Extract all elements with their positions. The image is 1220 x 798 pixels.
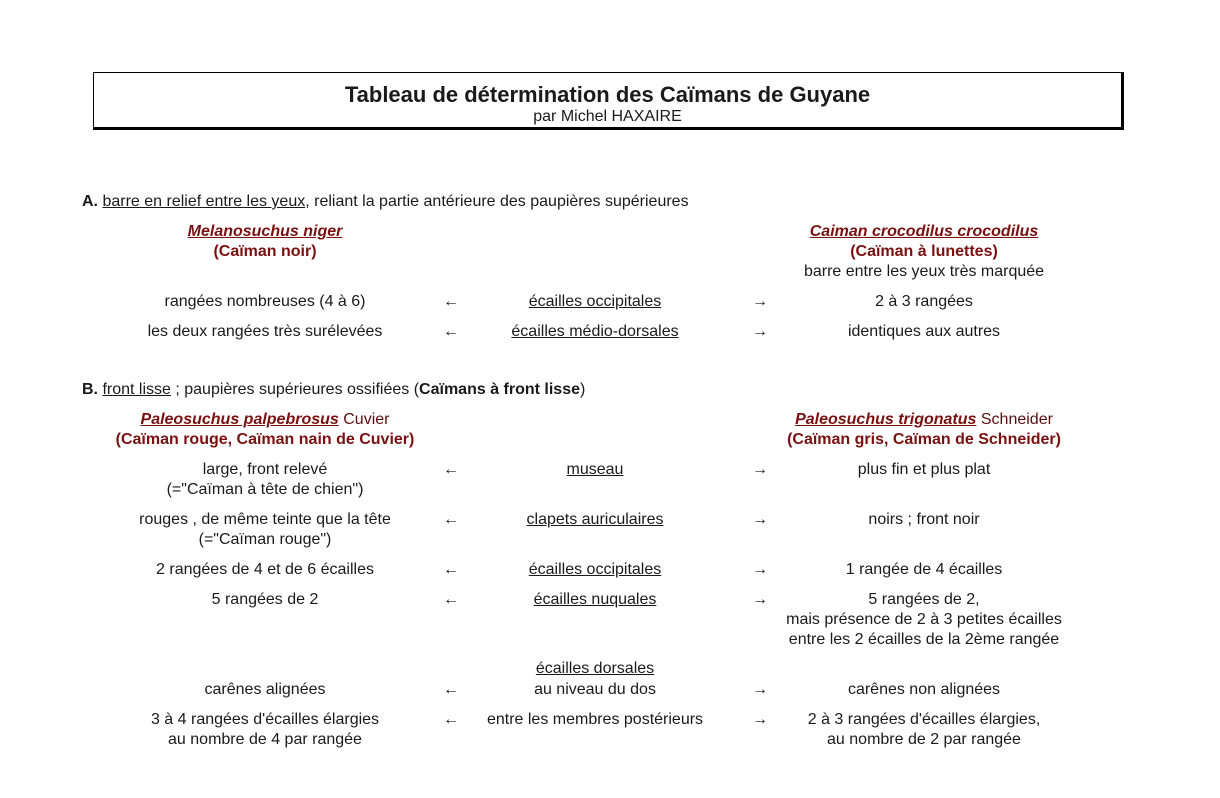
- arrow-right-icon: →: [752, 561, 768, 578]
- a-row2-mid: écailles médio-dorsales: [511, 323, 679, 340]
- dorsal-row2-right: 2 à 3 rangées d'écailles élargies, au nombre de 2 par rangée: [807, 711, 1041, 748]
- b-row3-left: 2 rangées de 4 et de 6 écailles: [156, 561, 374, 578]
- arrow-left-icon: ←: [443, 461, 459, 478]
- section-b-bold: Caïmans à front lisse: [419, 381, 580, 398]
- title-box: [93, 72, 1124, 130]
- species-a-left-name: Melanosuchus niger: [187, 223, 343, 240]
- species-a-right-common: (Caïman à lunettes): [850, 243, 998, 260]
- b-row1-left: large, front relevé (="Caïman à tête de chien"): [166, 461, 364, 498]
- dorsal-heading: écailles dorsales: [535, 660, 655, 677]
- dorsal-row2-left: 3 à 4 rangées d'écailles élargies au nombre de 4 par rangée: [150, 711, 380, 748]
- section-b-letter: B.: [82, 381, 98, 398]
- section-b-rest-post: ): [580, 381, 586, 398]
- b-row2-mid: clapets auriculaires: [526, 511, 664, 528]
- b-row3-right: 1 rangée de 4 écailles: [845, 561, 1003, 578]
- section-a-heading: [82, 192, 689, 212]
- arrow-left-icon: ←: [443, 323, 459, 340]
- b-row4-left: 5 rangées de 2: [211, 591, 319, 608]
- page-title: Tableau de détermination des Caïmans de Guyane: [344, 82, 871, 107]
- a-row2-right: identiques aux autres: [847, 323, 1001, 340]
- arrow-left-icon: ←: [443, 681, 459, 698]
- b-row4-right: 5 rangées de 2, mais présence de 2 à 3 petites écailles entre les 2 écailles de la 2ème rangée: [786, 591, 1062, 648]
- arrow-left-icon: ←: [443, 511, 459, 528]
- species-b-right-name: Paleosuchus trigonatus Schneider: [795, 411, 1053, 428]
- section-a-key: barre en relief entre les yeux: [102, 193, 306, 210]
- b-row4-mid: écailles nuquales: [533, 591, 657, 608]
- b-row2-right: noirs ; front noir: [868, 511, 980, 528]
- arrow-left-icon: ←: [443, 711, 459, 728]
- b-row2-left: rouges , de même teinte que la tête (="Caïman rouge"): [139, 511, 391, 548]
- arrow-left-icon: ←: [443, 561, 459, 578]
- b-row1-mid: museau: [566, 461, 624, 478]
- species-b-left-name: Paleosuchus palpebrosus Cuvier: [140, 411, 390, 428]
- arrow-right-icon: →: [752, 293, 768, 310]
- page-author: par Michel HAXAIRE: [533, 108, 682, 125]
- dorsal-row1-mid: au niveau du dos: [534, 681, 656, 698]
- species-a-right-note: barre entre les yeux très marquée: [803, 263, 1045, 280]
- section-a-letter: A.: [82, 193, 98, 210]
- arrow-right-icon: →: [752, 591, 768, 608]
- a-row2-left: les deux rangées très surélevées: [147, 323, 383, 340]
- arrow-right-icon: →: [752, 511, 768, 528]
- arrow-left-icon: ←: [443, 591, 459, 608]
- a-row1-mid: écailles occipitales: [528, 293, 662, 310]
- a-row1-right: 2 à 3 rangées: [875, 293, 973, 310]
- dorsal-row1-right: carênes non alignées: [847, 681, 1001, 698]
- arrow-left-icon: ←: [443, 293, 459, 310]
- arrow-right-icon: →: [752, 323, 768, 340]
- dorsal-row2-mid: entre les membres postérieurs: [486, 711, 704, 728]
- section-b-rest-pre: ; paupières supérieures ossifiées (: [170, 381, 420, 398]
- arrow-right-icon: →: [752, 461, 768, 478]
- b-row3-mid: écailles occipitales: [528, 561, 662, 578]
- arrow-right-icon: →: [752, 681, 768, 698]
- section-b-heading: [82, 380, 585, 400]
- species-a-left-common: (Caïman noir): [213, 243, 317, 260]
- section-b-key: front lisse: [102, 381, 171, 398]
- species-a-right-name: Caiman crocodilus crocodilus: [809, 223, 1039, 240]
- species-b-right-common: (Caïman gris, Caïman de Schneider): [787, 431, 1061, 448]
- a-row1-left: rangées nombreuses (4 à 6): [164, 293, 366, 310]
- section-a-rest: , reliant la partie antérieure des paupières supérieures: [305, 193, 689, 210]
- species-b-left-common: (Caïman rouge, Caïman nain de Cuvier): [115, 431, 415, 448]
- b-row1-right: plus fin et plus plat: [857, 461, 991, 478]
- arrow-right-icon: →: [752, 711, 768, 728]
- dorsal-row1-left: carênes alignées: [204, 681, 326, 698]
